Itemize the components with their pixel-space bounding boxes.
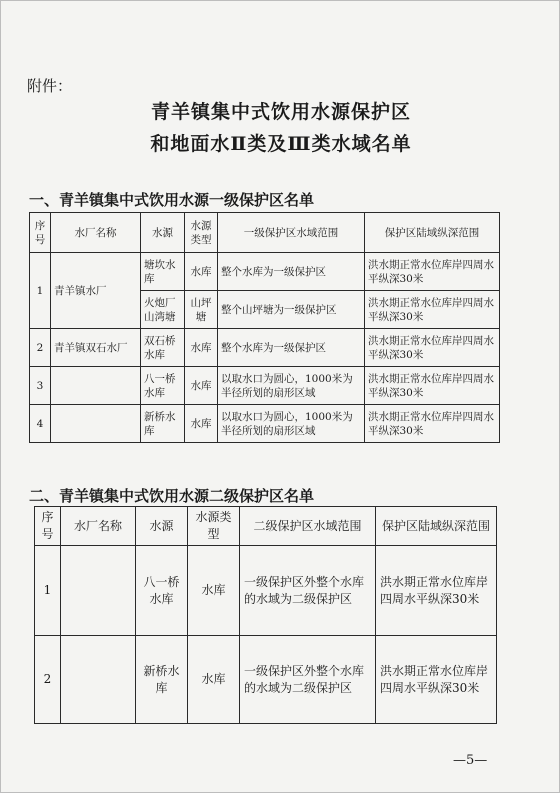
row-no: 1	[35, 546, 61, 636]
row-land-range: 洪水期正常水位库岸四周水平纵深30米	[365, 291, 500, 329]
table-row	[30, 253, 500, 291]
section2-heading: 二、青羊镇集中式饮用水源二级保护区名单	[29, 487, 315, 505]
row-water-range: 以取水口为圆心，1000米为半径所划的扇形区域	[218, 405, 365, 443]
row-land-range: 洪水期正常水位库岸四周水平纵深30米	[365, 405, 500, 443]
table-row	[35, 546, 497, 636]
table-header-row	[35, 507, 497, 546]
header-land-range: 保护区陆域纵深范围	[376, 507, 497, 546]
attachment-label: 附件：	[27, 77, 73, 95]
row-source: 新桥水库	[136, 636, 188, 724]
row-land-range: 洪水期正常水位库岸四周水平纵深30米	[365, 329, 500, 367]
row-plant	[61, 636, 136, 724]
row-water-range: 以取水口为圆心，1000米为半径所划的扇形区域	[218, 367, 365, 405]
row-no: 2	[30, 329, 51, 367]
header-land-range: 保护区陆域纵深范围	[365, 213, 500, 253]
row-type: 水库	[185, 329, 218, 367]
row-no: 3	[30, 367, 51, 405]
section1-heading: 一、青羊镇集中式饮用水源一级保护区名单	[29, 191, 315, 209]
table-row	[35, 636, 497, 724]
row-source: 火炮厂山湾塘	[141, 291, 185, 329]
row-type: 水库	[185, 405, 218, 443]
row-no: 2	[35, 636, 61, 724]
row-plant	[51, 405, 141, 443]
row-plant	[51, 367, 141, 405]
row-no: 1	[30, 253, 51, 329]
row-water-range: 一级保护区外整个水库的水域为二级保护区	[240, 546, 376, 636]
table-header-row	[30, 213, 500, 253]
row-source: 双石桥水库	[141, 329, 185, 367]
header-plant: 水厂名称	[61, 507, 136, 546]
row-plant: 青羊镇双石水厂	[51, 329, 141, 367]
header-type: 水源类型	[188, 507, 240, 546]
page-number: —5—	[453, 753, 488, 768]
header-source: 水源	[136, 507, 188, 546]
secondary-protection-table	[34, 506, 497, 724]
row-water-range: 整个山坪塘为一级保护区	[218, 291, 365, 329]
row-source: 塘坎水库	[141, 253, 185, 291]
row-land-range: 洪水期正常水位库岸四周水平纵深30米	[376, 546, 497, 636]
header-water-range: 二级保护区水域范围	[240, 507, 376, 546]
row-type: 水库	[185, 253, 218, 291]
row-land-range: 洪水期正常水位库岸四周水平纵深30米	[376, 636, 497, 724]
table-row	[30, 367, 500, 405]
row-land-range: 洪水期正常水位库岸四周水平纵深30米	[365, 367, 500, 405]
header-no: 序号	[30, 213, 51, 253]
row-water-range: 整个水库为一级保护区	[218, 253, 365, 291]
header-type: 水源类型	[185, 213, 218, 253]
row-type: 水库	[188, 636, 240, 724]
table-row	[30, 329, 500, 367]
row-type: 水库	[185, 367, 218, 405]
row-type: 水库	[188, 546, 240, 636]
row-water-range: 一级保护区外整个水库的水域为二级保护区	[240, 636, 376, 724]
primary-protection-table	[29, 212, 500, 443]
table-row	[30, 405, 500, 443]
document-title-line2: 和地面水Ⅱ类及Ⅲ类水域名单	[150, 133, 412, 155]
row-source: 新桥水库	[141, 405, 185, 443]
row-source: 八一桥水库	[141, 367, 185, 405]
header-plant: 水厂名称	[51, 213, 141, 253]
row-plant	[61, 546, 136, 636]
row-plant: 青羊镇水厂	[51, 253, 141, 329]
row-no: 4	[30, 405, 51, 443]
header-no: 序号	[35, 507, 61, 546]
row-type: 山坪塘	[185, 291, 218, 329]
row-source: 八一桥水库	[136, 546, 188, 636]
row-water-range: 整个水库为一级保护区	[218, 329, 365, 367]
header-source: 水源	[141, 213, 185, 253]
header-water-range: 一级保护区水域范围	[218, 213, 365, 253]
document-title-line1: 青羊镇集中式饮用水源保护区	[150, 101, 411, 123]
row-land-range: 洪水期正常水位库岸四周水平纵深30米	[365, 253, 500, 291]
